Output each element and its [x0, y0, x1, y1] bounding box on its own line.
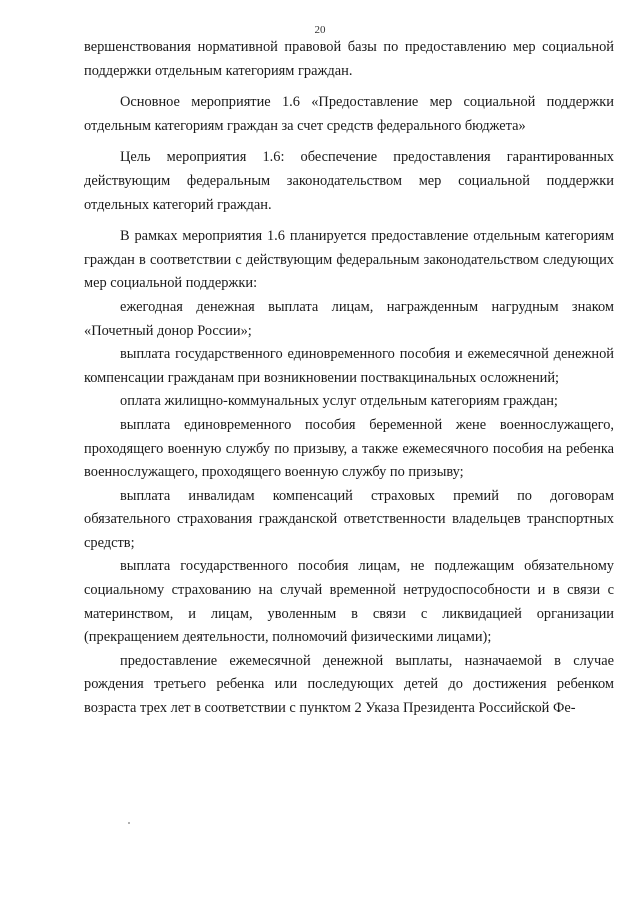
- list-item-utilities-payment: оплата жилищно-коммунальных услуг отдельным категориям граждан;: [120, 393, 558, 410]
- list-item-insurance-compensation: выплата инвалидам компенсаций страховых премий по договорам обязательного страхования гражданской ответственности владельцев транспортных средств;: [84, 487, 614, 551]
- list-item-third-child-payment: предоставление ежемесячной денежной выплаты, назначаемой в случае рождения третьего ребенка или последующих детей до достижения ребенком возраста трех лет в соответствии с пунктом 2 Указа Президента Российской Фе-: [84, 652, 614, 717]
- paragraph-measure-goal: Цель мероприятия 1.6: обеспечение предоставления гарантированных действующим федеральным законодательством мер социальной поддержки отдельных категорий граждан.: [84, 149, 614, 213]
- page-number: 20: [314, 24, 326, 36]
- paragraph-continuation: вершенствования нормативной правовой базы по предоставлению мер социальной поддержки отдельным категориям граждан.: [84, 39, 614, 79]
- paragraph-measure-plan: В рамках мероприятия 1.6 планируется предоставление отдельным категориям граждан в соответствии с действующим федеральным законодательством следующих мер социальной поддержки:: [84, 228, 614, 292]
- document-body: [84, 36, 614, 721]
- paragraph-main-measure-title: Основное мероприятие 1.6 «Предоставление мер социальной поддержки отдельным категориям граждан за счет средств федерального бюджета»: [84, 94, 614, 134]
- list-item-donor-payment: ежегодная денежная выплата лицам, награжденным нагрудным знаком «Почетный донор России»;: [84, 298, 614, 339]
- list-item-vaccination-compensation: выплата государственного единовременного пособия и ежемесячной денежной компенсации гражданам при возникновении поствакцинальных осложнений;: [84, 346, 614, 386]
- scan-speck: [128, 822, 130, 824]
- list-item-state-allowance: выплата государственного пособия лицам, не подлежащим обязательному социальному страхованию на случай временной нетрудоспособности и в связи с материнством, и лицам, уволенным в связи с ликвидацией организации (прекращением деятельности, полномочий физическими лицами);: [84, 558, 614, 646]
- list-item-military-family-allowance: выплата единовременного пособия беременной жене военнослужащего, проходящего военную службу по призыву, а также ежемесячного пособия на ребенка военнослужащего, проходящего военную службу по призыву;: [84, 416, 614, 481]
